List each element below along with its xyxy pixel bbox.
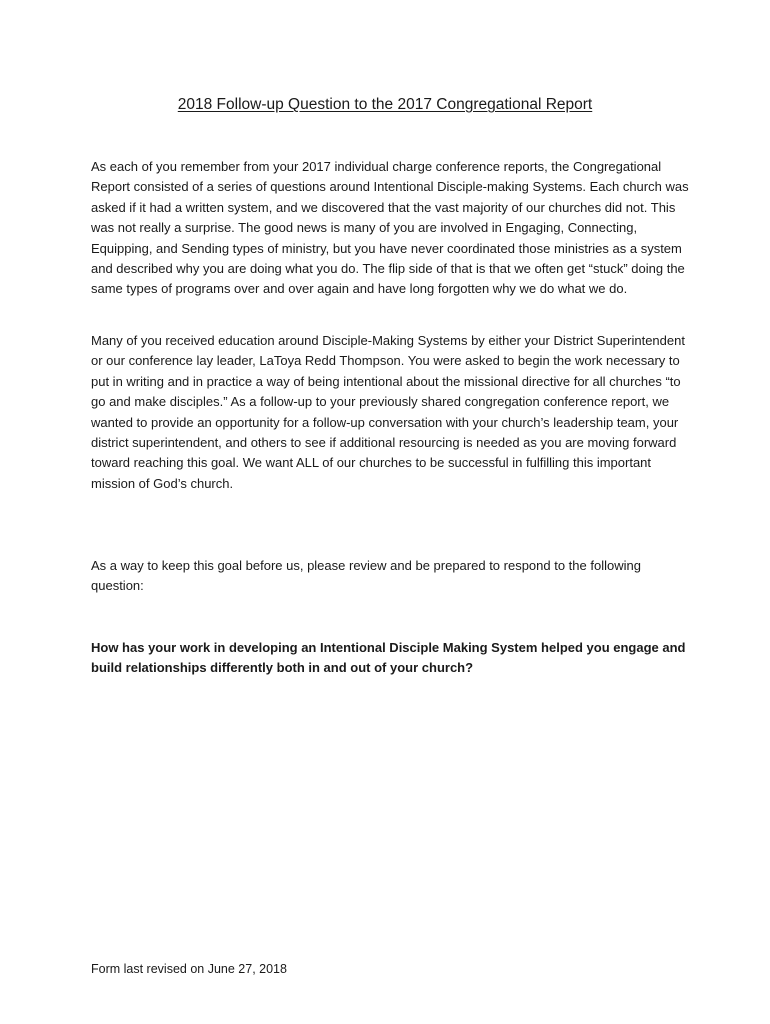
paragraph-prompt: As a way to keep this goal before us, please review and be prepared to respond to the following question:: [91, 558, 641, 594]
page-title: 2018 Follow-up Question to the 2017 Congregational Report: [177, 96, 593, 113]
paragraph-intro: As each of you remember from your 2017 individual charge conference reports, the Congregational Report consisted of a series of questions around Intentional Disciple-making Systems. Each church was asked if it had a written system, and we discovered that the vast majority of our churches did not. This was not really a surprise. The good news is many of you are involved in Engaging, Connecting, Equipping, and Sending types of ministry, but you have never coordinated those ministries as a system and described why you are doing what you do. The flip side of that is that we often get “stuck” doing the same types of programs over and over again and have long forgotten why we do what we do.: [91, 159, 689, 297]
paragraph-education: Many of you received education around Disciple-Making Systems by either your District Superintendent or our conference lay leader, LaToya Redd Thompson. You were asked to begin the work necessary to put in writing and in practice a way of being intentional about the missional directive for all churches “to go and make disciples.” As a follow-up to your previously shared congregation conference report, we wanted to provide an opportunity for a follow-up conversation with your church’s leadership team, your district superintendent, and others to see if additional resourcing is needed as you are moving forward toward reaching this goal. We want ALL of our churches to be successful in fulfilling this important mission of God’s church.: [91, 333, 685, 491]
revision-footer: Form last revised on June 27, 2018: [91, 962, 287, 976]
follow-up-question: How has your work in developing an Intentional Disciple Making System helped you engage and build relationships differently both in and out of your church?: [91, 640, 686, 676]
